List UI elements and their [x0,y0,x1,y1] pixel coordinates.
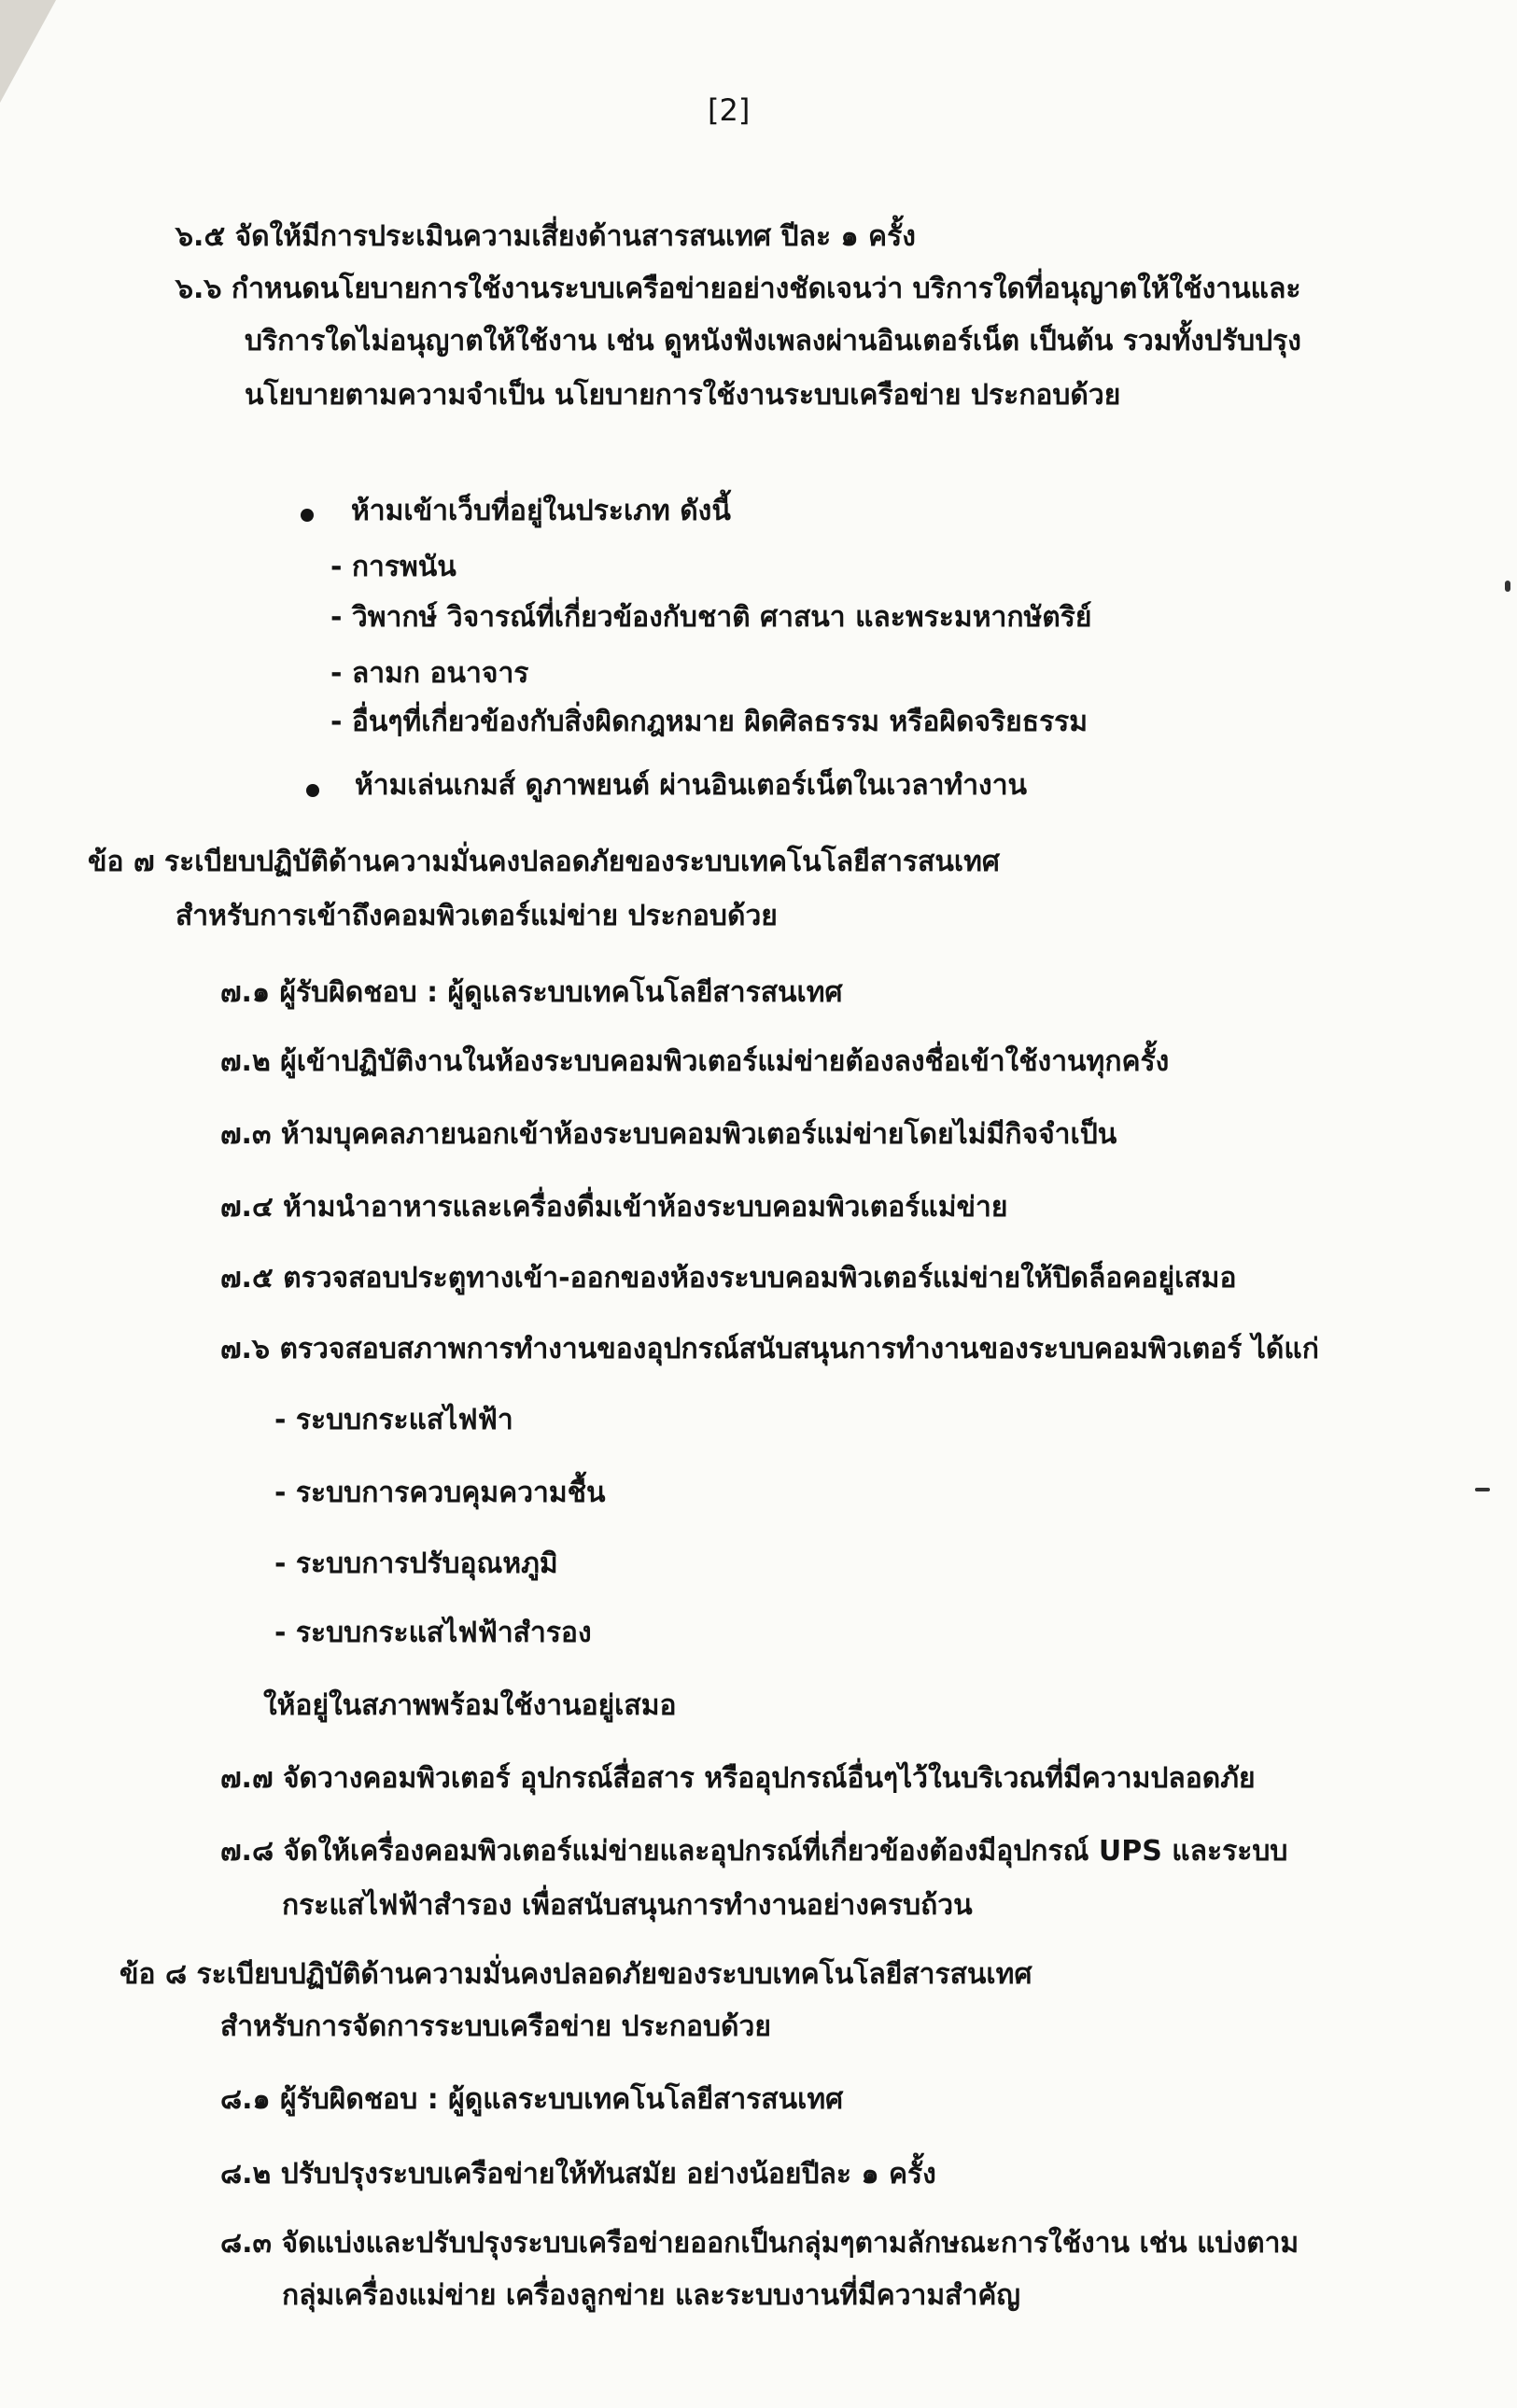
bullet-2-text: ห้ามเล่นเกมส์ ดูภาพยนต์ ผ่านอินเตอร์เน็ตในเวลาทำงาน [355,769,1028,802]
item-6-5: ๖.๕ จัดให้มีการประเมินความเสี่ยงด้านสารสนเทศ ปีละ ๑ ครั้ง [176,220,916,253]
section-8-heading-line-2: สำหรับการจัดการระบบเครือข่าย ประกอบด้วย [220,2010,771,2043]
bullet-1-item-4: - อื่นๆที่เกี่ยวข้องกับสิ่งผิดกฎหมาย ผิดศิลธรรม หรือผิดจริยธรรม [330,706,1089,738]
item-7-2: ๗.๒ ผู้เข้าปฏิบัติงานในห้องระบบคอมพิวเตอร์แม่ข่ายต้องลงชื่อเข้าใช้งานทุกครั้ง [220,1045,1170,1078]
item-8-3-line-1: ๘.๓ จัดแบ่งและปรับปรุงระบบเครือข่ายออกเป็นกลุ่มๆตามลักษณะการใช้งาน เช่น แบ่งตาม [220,2227,1299,2260]
item-7-6-subitem-1: - ระบบกระแสไฟฟ้า [274,1404,513,1436]
item-7-6-subitem-4: - ระบบกระแสไฟฟ้าสำรอง [274,1617,592,1649]
bullet-1-item-1: - การพนัน [330,551,457,583]
item-8-3-line-2: กลุ่มเครื่องแม่ข่าย เครื่องลูกข่าย และระบบงานที่มีความสำคัญ [282,2279,1020,2312]
item-7-6-subitem-3: - ระบบการปรับอุณหภูมิ [274,1547,558,1580]
item-6-6-line-3: นโยบายตามความจำเป็น นโยบายการใช้งานระบบเครือข่าย ประกอบด้วย [245,379,1121,412]
item-7-6-subitem-2: - ระบบการควบคุมความชื้น [274,1477,606,1509]
page-number: [2] [708,92,751,128]
bullet-icon [301,509,314,522]
item-7-8-line-1: ๗.๘ จัดให้เครื่องคอมพิวเตอร์แม่ข่ายและอุปกรณ์ที่เกี่ยวข้องต้องมีอุปกรณ์ UPS และระบบ [220,1835,1288,1868]
item-8-2: ๘.๒ ปรับปรุงระบบเครือข่ายให้ทันสมัย อย่างน้อยปีละ ๑ ครั้ง [220,2158,936,2191]
item-7-1: ๗.๑ ผู้รับผิดชอบ : ผู้ดูแลระบบเทคโนโลยีสารสนเทศ [220,976,843,1009]
item-7-6: ๗.๖ ตรวจสอบสภาพการทำงานของอุปกรณ์สนับสนุนการทำงานของระบบคอมพิวเตอร์ ได้แก่ [220,1333,1319,1365]
page-corner-fold [0,0,56,103]
section-7-heading-line-2: สำหรับการเข้าถึงคอมพิวเตอร์แม่ข่าย ประกอบด้วย [176,900,778,932]
item-6-6-line-1: ๖.๖ กำหนดนโยบายการใช้งานระบบเครือข่ายอย่างชัดเจนว่า บริการใดที่อนุญาตให้ใช้งานและ [176,273,1301,305]
item-7-3: ๗.๓ ห้ามบุคคลภายนอกเข้าห้องระบบคอมพิวเตอร์แม่ข่ายโดยไม่มีกิจจำเป็น [220,1118,1117,1151]
item-7-6-closing: ให้อยู่ในสภาพพร้อมใช้งานอยู่เสมอ [263,1689,677,1722]
section-8-heading-line-1: ข้อ ๘ ระเบียบปฏิบัติด้านความมั่นคงปลอดภัยของระบบเทคโนโลยีสารสนเทศ [119,1958,1032,1991]
item-7-5: ๗.๕ ตรวจสอบประตูทางเข้า-ออกของห้องระบบคอมพิวเตอร์แม่ข่ายให้ปิดล็อคอยู่เสมอ [220,1262,1237,1295]
item-7-4: ๗.๔ ห้ามนำอาหารและเครื่องดื่มเข้าห้องระบบคอมพิวเตอร์แม่ข่าย [220,1191,1008,1224]
bullet-1-text: ห้ามเข้าเว็บที่อยู่ในประเภท ดังนี้ [351,495,731,527]
item-7-8-line-2: กระแสไฟฟ้าสำรอง เพื่อสนับสนุนการทำงานอย่างครบถ้วน [282,1889,973,1922]
item-6-6-line-2: บริการใดไม่อนุญาตให้ใช้งาน เช่น ดูหนังฟังเพลงผ่านอินเตอร์เน็ต เป็นต้น รวมทั้งปรับปรุง [245,325,1301,357]
scan-speck [1505,581,1510,592]
item-7-7: ๗.๗ จัดวางคอมพิวเตอร์ อุปกรณ์สื่อสาร หรืออุปกรณ์อื่นๆไว้ในบริเวณที่มีความปลอดภัย [220,1762,1256,1795]
item-8-1: ๘.๑ ผู้รับผิดชอบ : ผู้ดูแลระบบเทคโนโลยีสารสนเทศ [220,2083,844,2116]
bullet-icon [306,784,319,797]
bullet-1-item-2: - วิพากษ์ วิจารณ์ที่เกี่ยวข้องกับชาติ ศาสนา และพระมหากษัตริย์ [330,601,1092,634]
bullet-1-item-3: - ลามก อนาจาร [330,657,529,690]
section-7-heading-line-1: ข้อ ๗ ระเบียบปฏิบัติด้านความมั่นคงปลอดภัยของระบบเทคโนโลยีสารสนเทศ [88,846,1000,878]
scan-speck [1475,1488,1490,1491]
